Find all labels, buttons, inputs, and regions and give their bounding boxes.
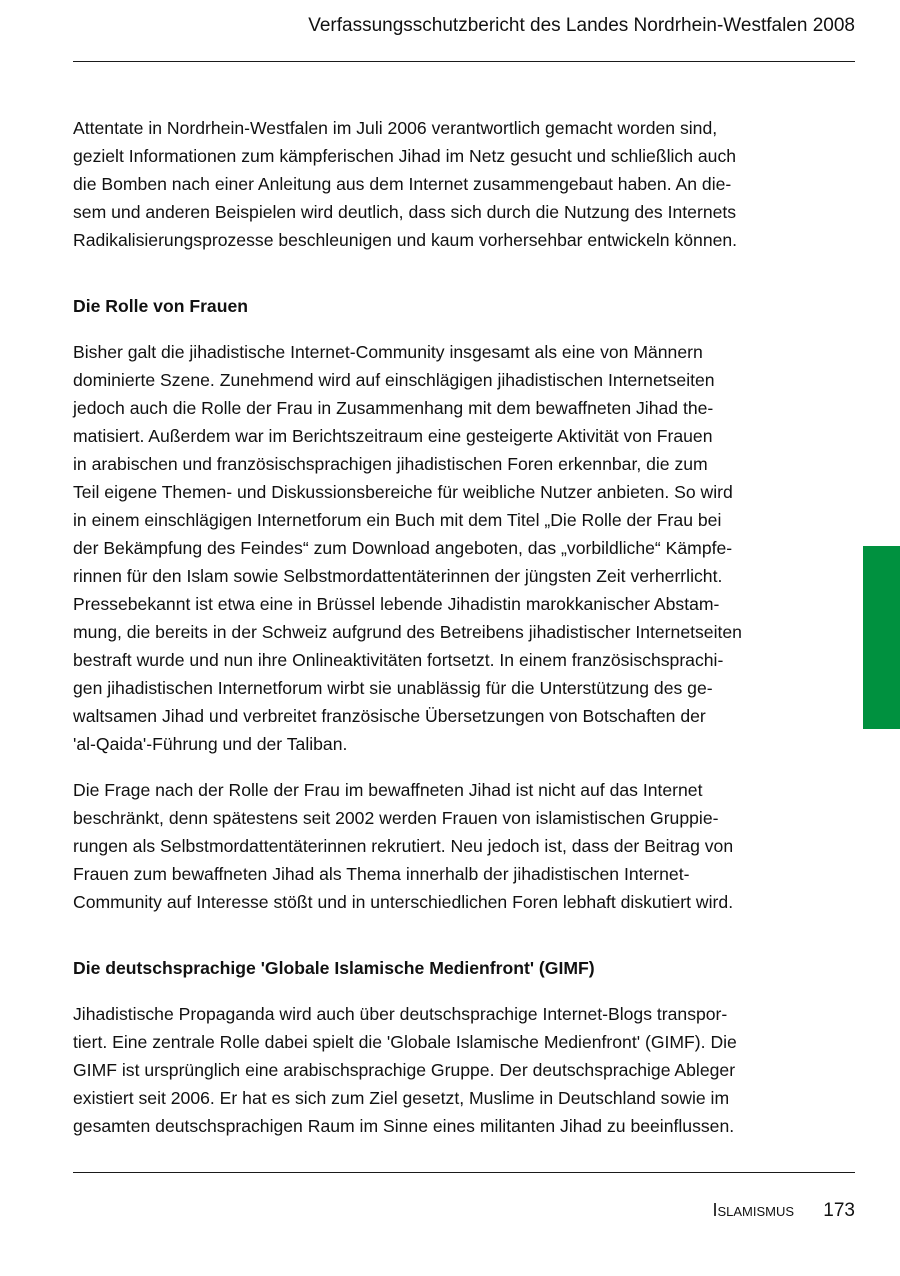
text-line: die Bomben nach einer Anleitung aus dem Internet zusammengebaut haben. An die- bbox=[73, 174, 732, 194]
paragraph-3 bbox=[73, 776, 843, 916]
text-line: gesamten deutschsprachigen Raum im Sinne eines militanten Jihad zu beeinflussen. bbox=[73, 1116, 735, 1136]
text-line: rinnen für den Islam sowie Selbstmordattentäterinnen der jüngsten Zeit verherrlicht. bbox=[73, 566, 723, 586]
text-line: beschränkt, denn spätestens seit 2002 werden Frauen von islamistischen Gruppie- bbox=[73, 808, 719, 828]
text-line: GIMF ist ursprünglich eine arabischsprachige Gruppe. Der deutschsprachige Ableger bbox=[73, 1060, 736, 1080]
text-line: Teil eigene Themen- und Diskussionsbereiche für weibliche Nutzer anbieten. So wird bbox=[73, 482, 733, 502]
chapter-color-tab bbox=[863, 546, 900, 729]
text-line: tiert. Eine zentrale Rolle dabei spielt die 'Globale Islamische Medienfront' (GIMF). Die bbox=[73, 1032, 737, 1052]
section-heading-gimf: Die deutschsprachige 'Globale Islamische Medienfront' (GIMF) bbox=[73, 958, 595, 978]
text-line: Attentate in Nordrhein-Westfalen im Juli 2006 verantwortlich gemacht worden sind, bbox=[73, 118, 718, 138]
text-line: in arabischen und französischsprachigen jihadistischen Foren erkennbar, die zum bbox=[73, 454, 708, 474]
text-line: dominierte Szene. Zunehmend wird auf einschlägigen jihadistischen Internetseiten bbox=[73, 370, 715, 390]
text-line: mung, die bereits in der Schweiz aufgrund des Betreibens jihadistischer Internetseiten bbox=[73, 622, 742, 642]
text-line: 'al-Qaida'-Führung und der Taliban. bbox=[73, 734, 348, 754]
running-header-title: Verfassungsschutzbericht des Landes Nordrhein-Westfalen 2008 bbox=[308, 15, 855, 36]
text-line: gen jihadistischen Internetforum wirbt sie unablässig für die Unterstützung des ge- bbox=[73, 678, 713, 698]
text-line: Radikalisierungsprozesse beschleunigen und kaum vorhersehbar entwickeln können. bbox=[73, 230, 738, 250]
text-line: rungen als Selbstmordattentäterinnen rekrutiert. Neu jedoch ist, dass der Beitrag von bbox=[73, 836, 734, 856]
text-line: Frauen zum bewaffneten Jihad als Thema innerhalb der jihadistischen Internet- bbox=[73, 864, 690, 884]
page-body bbox=[73, 114, 843, 1140]
text-line: Bisher galt die jihadistische Internet-Community insgesamt als eine von Männern bbox=[73, 342, 703, 362]
text-line: Community auf Interesse stößt und in unterschiedlichen Foren lebhaft diskutiert wird. bbox=[73, 892, 734, 912]
footer-rule bbox=[73, 1172, 855, 1173]
paragraph-2 bbox=[73, 338, 843, 758]
text-line: Pressebekannt ist etwa eine in Brüssel lebende Jihadistin marokkanischer Abstam- bbox=[73, 594, 720, 614]
text-line: existiert seit 2006. Er hat es sich zum Ziel gesetzt, Muslime in Deutschland sowie im bbox=[73, 1088, 730, 1108]
footer-section-name: Islamismus bbox=[712, 1200, 795, 1220]
text-line: der Bekämpfung des Feindes“ zum Download angeboten, das „vorbildliche“ Kämpfe- bbox=[73, 538, 733, 558]
page-number: 173 bbox=[823, 1200, 855, 1221]
text-line: gezielt Informationen zum kämpferischen Jihad im Netz gesucht und schließlich auch bbox=[73, 146, 737, 166]
text-line: Jihadistische Propaganda wird auch über deutschsprachige Internet-Blogs transpor- bbox=[73, 1004, 728, 1024]
paragraph-1 bbox=[73, 114, 843, 254]
text-line: waltsamen Jihad und verbreitet französische Übersetzungen von Botschaften der bbox=[73, 706, 706, 726]
text-line: matisiert. Außerdem war im Berichtszeitraum eine gesteigerte Aktivität von Frauen bbox=[73, 426, 713, 446]
header-rule bbox=[73, 61, 855, 62]
section-heading-women: Die Rolle von Frauen bbox=[73, 296, 248, 316]
text-line: sem und anderen Beispielen wird deutlich, dass sich durch die Nutzung des Internets bbox=[73, 202, 737, 222]
text-line: jedoch auch die Rolle der Frau in Zusammenhang mit dem bewaffneten Jihad the- bbox=[73, 398, 714, 418]
text-line: Die Frage nach der Rolle der Frau im bewaffneten Jihad ist nicht auf das Internet bbox=[73, 780, 703, 800]
text-line: bestraft wurde und nun ihre Onlineaktivitäten fortsetzt. In einem französischsprachi- bbox=[73, 650, 724, 670]
text-line: in einem einschlägigen Internetforum ein Buch mit dem Titel „Die Rolle der Frau bei bbox=[73, 510, 722, 530]
page-footer bbox=[712, 1197, 855, 1224]
paragraph-4 bbox=[73, 1000, 843, 1140]
